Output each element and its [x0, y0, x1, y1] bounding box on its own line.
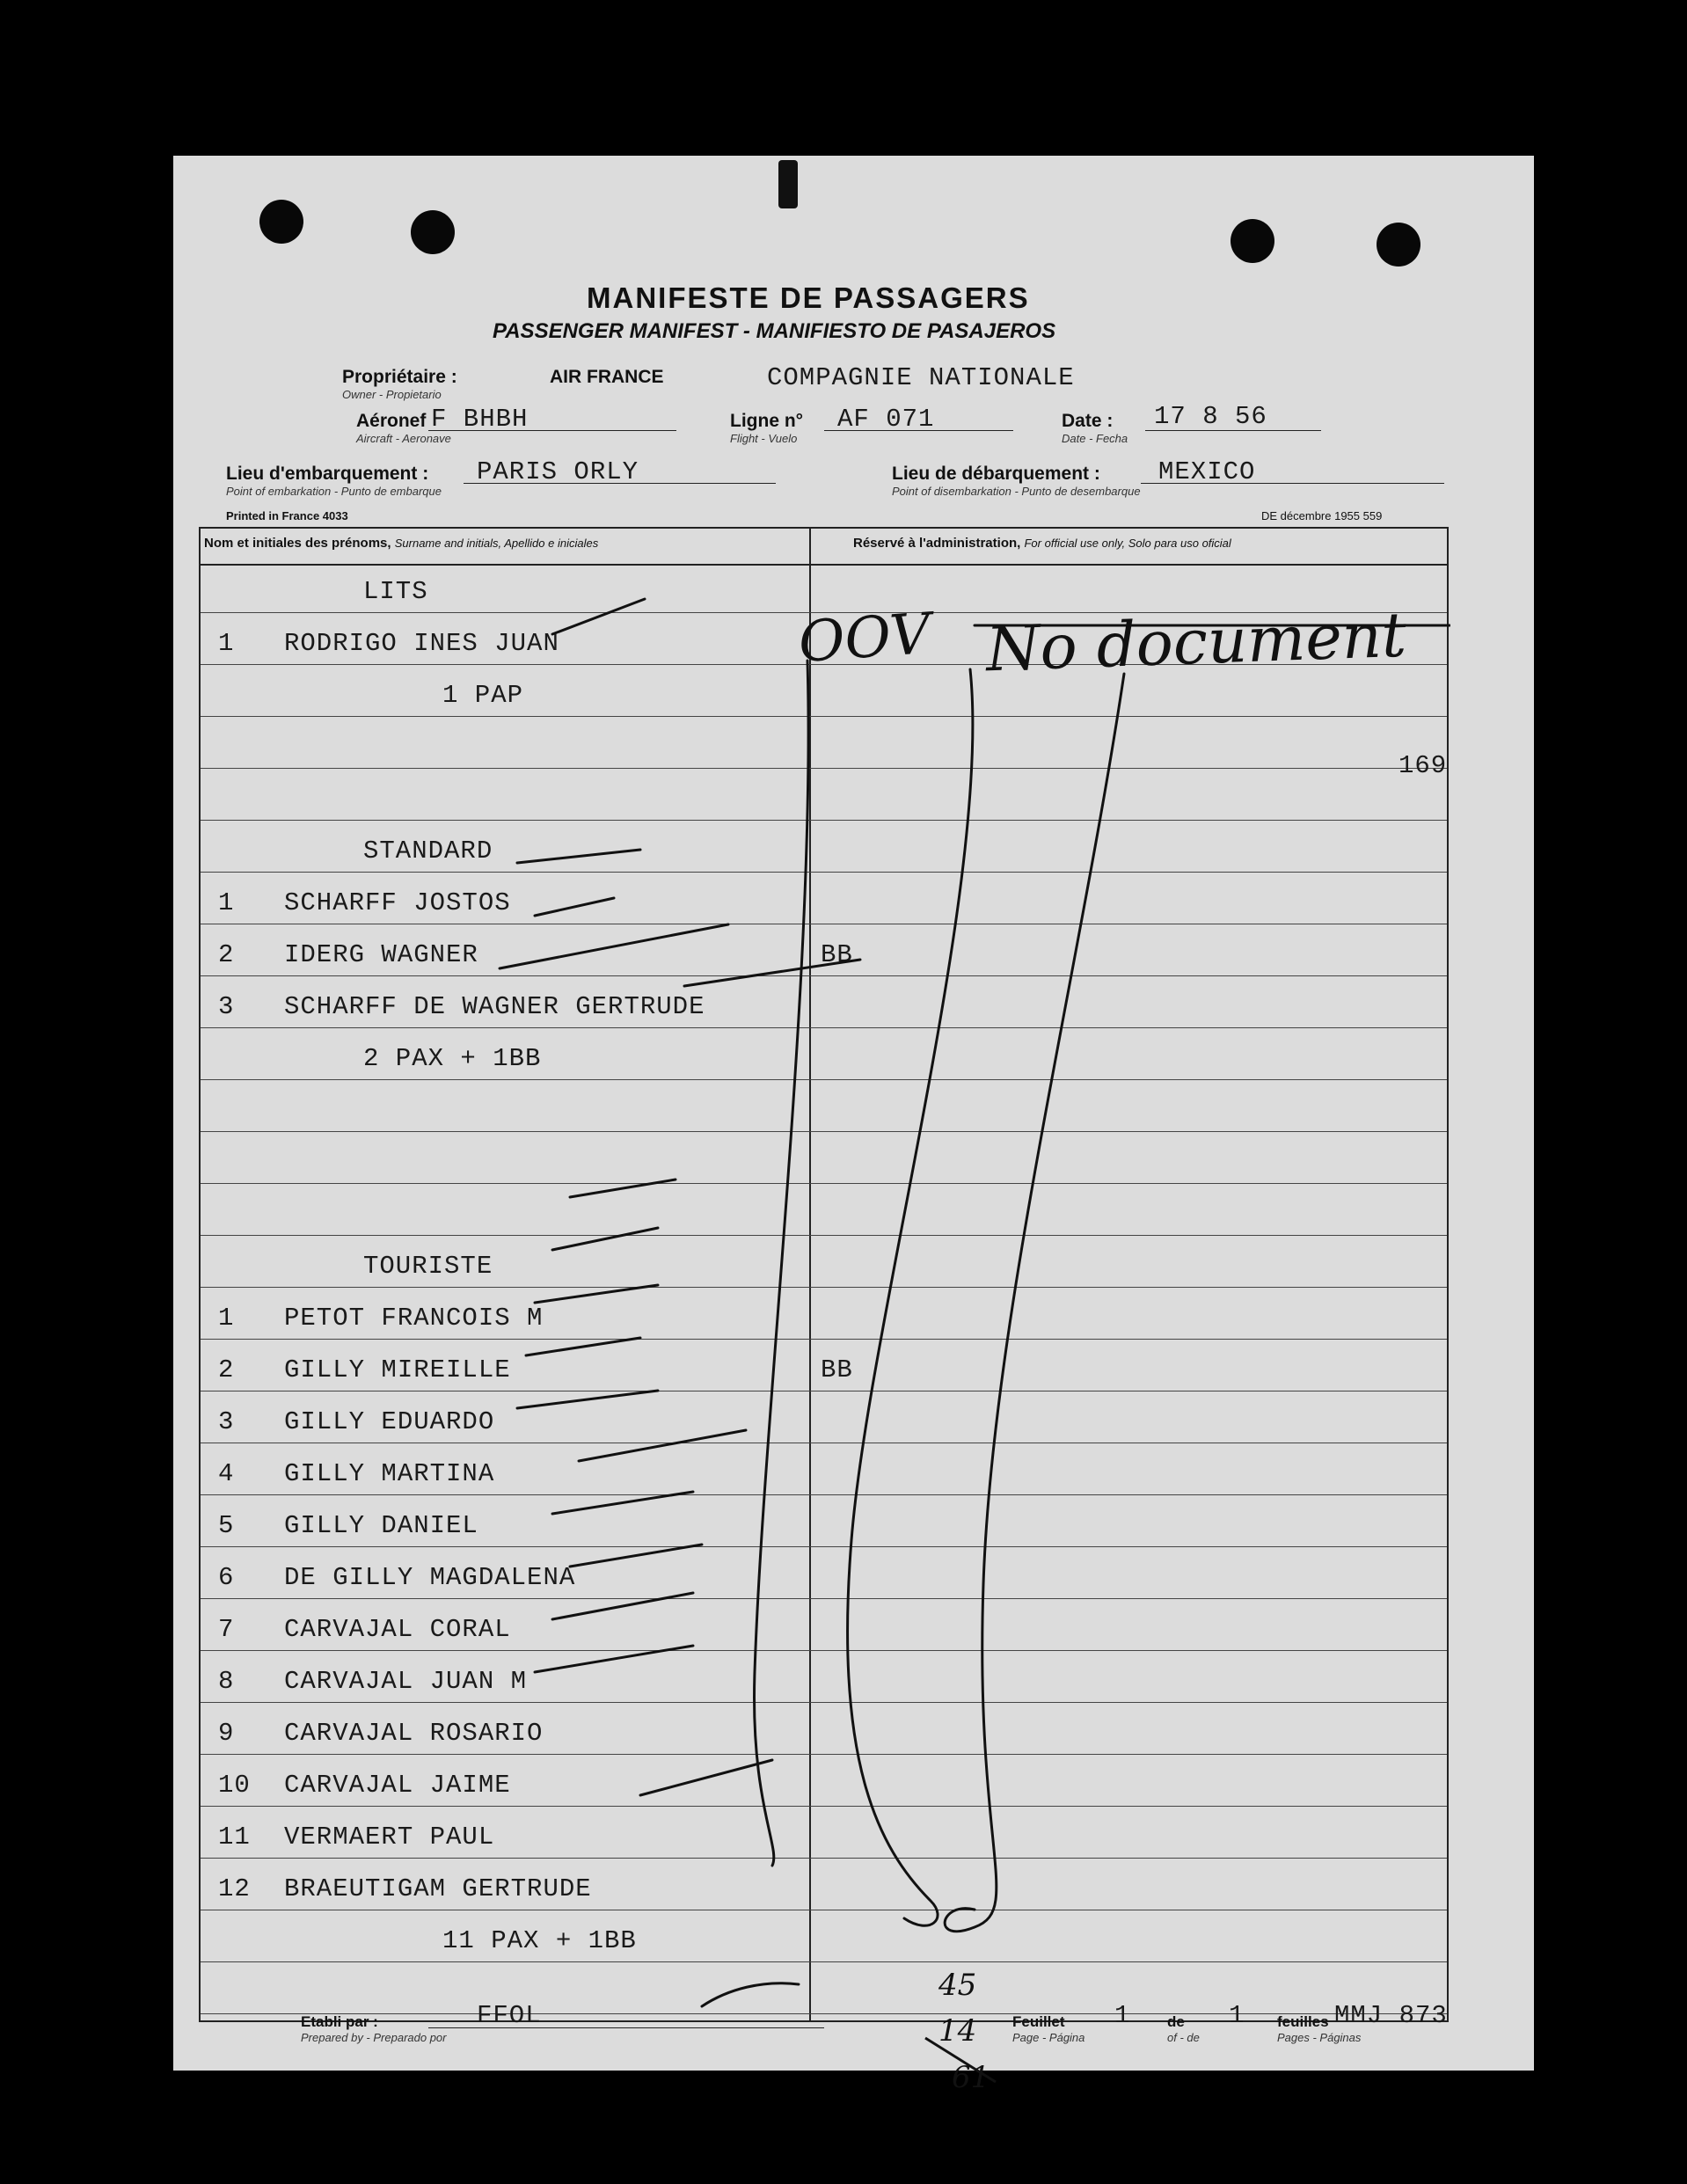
entry-number: 8	[218, 1667, 235, 1696]
printed-note: Printed in France 4033	[226, 509, 348, 522]
disembarkation-sublabel: Point of disembarkation - Punto de desembarque	[892, 485, 1141, 498]
entry-text: 11 PAX + 1BB	[442, 1926, 637, 1955]
entry-text: SCHARFF DE WAGNER GERTRUDE	[284, 992, 705, 1021]
entry-number: 12	[218, 1874, 251, 1903]
flight-underline	[824, 430, 1013, 431]
entry-number: 7	[218, 1615, 235, 1644]
entry-number: 5	[218, 1511, 235, 1540]
col2-header-italic: For official use only, Solo para uso oficial	[1024, 537, 1231, 550]
embarkation-sublabel: Point of embarkation - Punto de embarque	[226, 485, 442, 498]
embarkation-underline	[464, 483, 776, 484]
prepared-underline	[428, 2027, 824, 2028]
entry-text: GILLY MARTINA	[284, 1459, 495, 1488]
entry-text: 1 PAP	[442, 681, 524, 710]
date-underline	[1145, 430, 1321, 431]
entry-number: 3	[218, 992, 235, 1021]
col1-header-italic: Surname and initials, Apellido e iniciales	[394, 537, 599, 550]
sheets-label: feuilles	[1277, 2013, 1329, 2030]
date-label: Date :	[1062, 411, 1114, 431]
entry-text: STANDARD	[363, 836, 493, 866]
reference-number: 169	[1399, 751, 1448, 780]
owner-typed-value: COMPAGNIE NATIONALE	[767, 363, 1075, 392]
entry-text: GILLY MIREILLE	[284, 1355, 511, 1384]
entry-text: VERMAERT PAUL	[284, 1822, 495, 1852]
aircraft-sublabel: Aircraft - Aeronave	[356, 432, 451, 445]
handwritten-note: No document	[984, 598, 1408, 686]
flight-value: AF 071	[837, 405, 935, 434]
punch-hole	[1377, 223, 1420, 267]
col2-header-text: Réservé à l'administration,	[853, 536, 1021, 551]
punch-hole	[1231, 219, 1274, 263]
disembarkation-label: Lieu de débarquement :	[892, 464, 1100, 484]
disembarkation-underline	[1141, 483, 1444, 484]
embarkation-label: Lieu d'embarquement :	[226, 464, 429, 484]
entry-number: 2	[218, 940, 235, 969]
entry-number: 4	[218, 1459, 235, 1488]
manifest-table	[199, 527, 1449, 2022]
staple-mark	[778, 160, 798, 208]
entry-text: CARVAJAL CORAL	[284, 1615, 511, 1644]
col1-header-text: Nom et initiales des prénoms,	[204, 536, 391, 551]
flight-label: Ligne n°	[730, 411, 804, 431]
entry-text: PETOT FRANCOIS M	[284, 1304, 544, 1333]
entry-text: BRAEUTIGAM GERTRUDE	[284, 1874, 592, 1903]
flight-sublabel: Flight - Vuelo	[730, 432, 798, 445]
entry-text: TOURISTE	[363, 1252, 493, 1281]
entry-text: DE GILLY MAGDALENA	[284, 1563, 576, 1592]
entry-number: 6	[218, 1563, 235, 1592]
entry-number: 1	[218, 888, 235, 917]
owner-label: Propriétaire :	[342, 367, 457, 387]
entry-text: IDERG WAGNER	[284, 940, 478, 969]
entry-text: CARVAJAL JUAN M	[284, 1667, 528, 1696]
entry-text: GILLY DANIEL	[284, 1511, 478, 1540]
of-number: 1	[1229, 2001, 1245, 2030]
owner-printed-value: AIR FRANCE	[550, 367, 664, 387]
of-sublabel: of - de	[1167, 2031, 1200, 2044]
handwritten-marks	[201, 529, 1450, 2024]
sheets-sublabel: Pages - Páginas	[1277, 2031, 1362, 2044]
entry-text: SCHARFF JOSTOS	[284, 888, 511, 917]
entry-text: LITS	[363, 577, 428, 606]
prepared-value: FFOL	[477, 2001, 542, 2030]
entry-note: BB	[821, 1355, 853, 1384]
tally-1: 45	[938, 1968, 977, 2003]
embarkation-value: PARIS ORLY	[477, 457, 639, 486]
entry-number: 10	[218, 1771, 251, 1800]
tally-2: 14	[938, 2013, 977, 2049]
entry-text: CARVAJAL ROSARIO	[284, 1719, 544, 1748]
sheet-sublabel: Page - Página	[1012, 2031, 1085, 2044]
disembarkation-value: MEXICO	[1158, 457, 1256, 486]
page-subtitle: PASSENGER MANIFEST - MANIFIESTO DE PASAJEROS	[493, 319, 1056, 343]
entry-text: RODRIGO INES JUAN	[284, 629, 559, 658]
entry-number: 1	[218, 629, 235, 658]
entry-number: 3	[218, 1407, 235, 1436]
aircraft-value: F BHBH	[431, 405, 529, 434]
manifest-sheet	[173, 156, 1534, 2095]
entry-number: 2	[218, 1355, 235, 1384]
of-label: de	[1167, 2013, 1185, 2030]
entry-text: CARVAJAL JAIME	[284, 1771, 511, 1800]
entry-note: BB	[821, 940, 853, 969]
prepared-label: Etabli par :	[301, 2013, 378, 2030]
owner-sublabel: Owner - Propietario	[342, 388, 442, 401]
date-value: 17 8 56	[1154, 402, 1267, 431]
sheet-number: 1	[1114, 2001, 1131, 2030]
entry-text: GILLY EDUARDO	[284, 1407, 495, 1436]
page-title: MANIFESTE DE PASSAGERS	[587, 281, 1030, 314]
entry-number: 9	[218, 1719, 235, 1748]
aircraft-underline	[428, 430, 676, 431]
prepared-sublabel: Prepared by - Preparado por	[301, 2031, 447, 2044]
punch-hole	[411, 210, 455, 254]
tally-3: 61	[952, 2060, 990, 2095]
form-code: DE décembre 1955 559	[1261, 509, 1383, 522]
entry-number: 1	[218, 1304, 235, 1333]
tally-strike	[917, 2029, 1004, 2100]
sheet-label: Feuillet	[1012, 2013, 1065, 2030]
entry-text: 2 PAX + 1BB	[363, 1044, 542, 1073]
entry-number: 11	[218, 1822, 251, 1852]
reference-code: MMJ 873	[1334, 2001, 1448, 2030]
date-sublabel: Date - Fecha	[1062, 432, 1128, 445]
punch-hole	[259, 200, 303, 244]
handwritten-stamp: OOV	[796, 601, 933, 676]
aircraft-label: Aéronef	[356, 411, 427, 431]
